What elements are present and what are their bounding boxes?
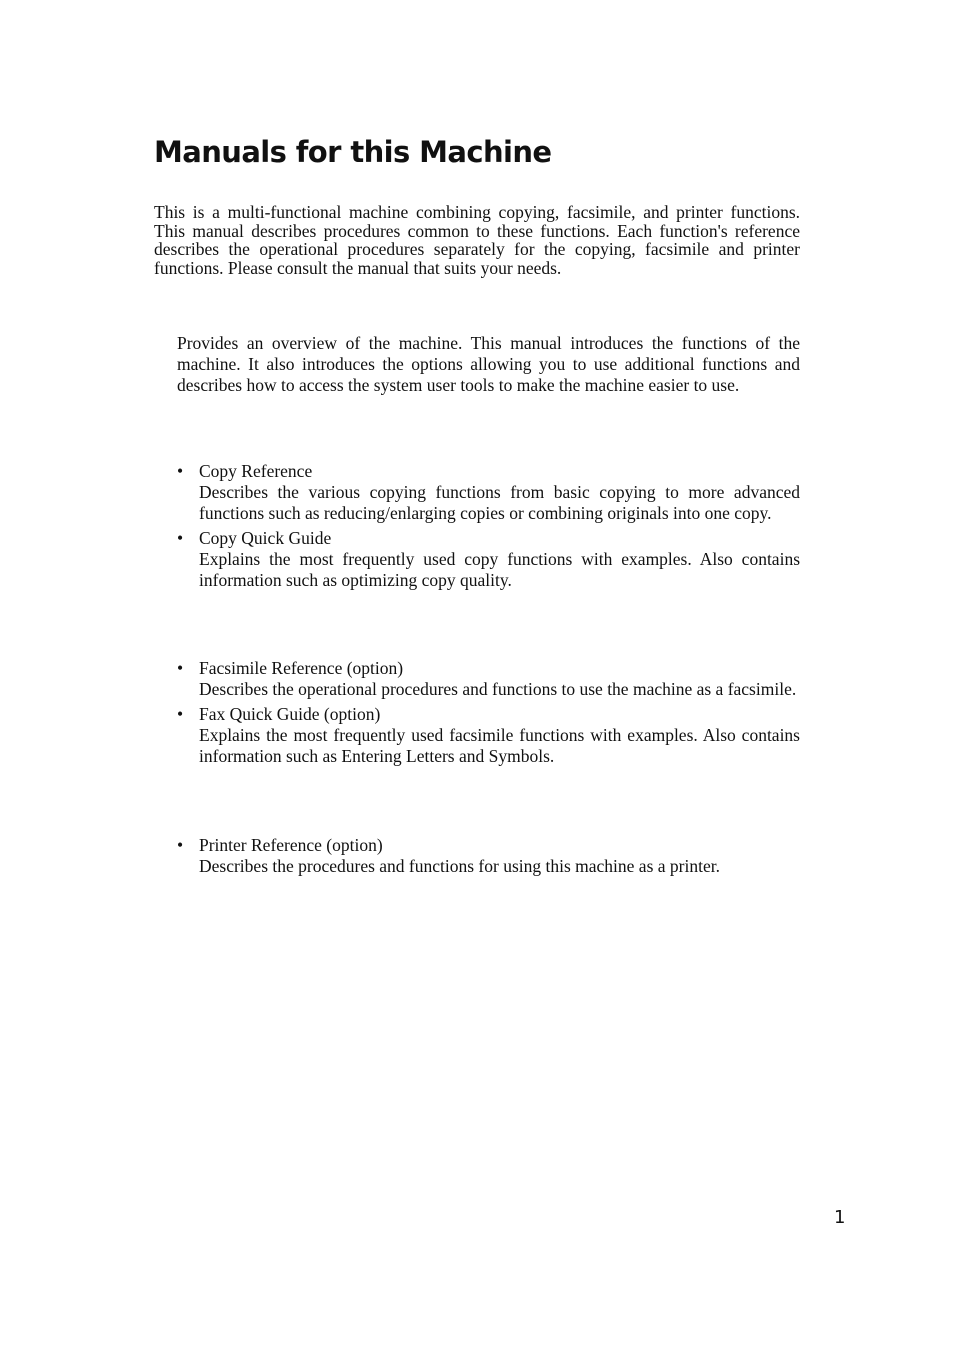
manual-description: Explains the most frequently used copy functions with examples. Also contains information such as optimizing copy quality. bbox=[199, 549, 800, 590]
bullet-icon: • bbox=[177, 658, 184, 678]
list-item bbox=[177, 704, 800, 767]
fax-manuals-list bbox=[177, 658, 800, 771]
list-item bbox=[177, 658, 800, 700]
manual-title: Printer Reference (option) bbox=[199, 835, 383, 855]
list-item bbox=[177, 461, 800, 524]
manual-title: Facsimile Reference (option) bbox=[199, 658, 404, 678]
intro-paragraph: This is a multi-functional machine combining copying, facsimile, and printer functions. This manual describes procedures common to these functions. Each function's reference describes the operational procedures separately for the copying, facsimile and printer functions. Please consult the manual that suits your needs. bbox=[154, 202, 800, 278]
manual-description: Describes the various copying functions from basic copying to more advanced functions such as reducing/enlarging copies or combining originals into one copy. bbox=[199, 482, 800, 523]
general-settings-guide-description: Provides an overview of the machine. This manual introduces the functions of the machine. It also introduces the options allowing you to use additional functions and describes how to access the system user tools to make the machine easier to use. bbox=[177, 333, 800, 395]
copy-manuals-list bbox=[177, 461, 800, 595]
list-item bbox=[177, 528, 800, 591]
bullet-icon: • bbox=[177, 461, 184, 481]
page-number: 1 bbox=[834, 1207, 846, 1228]
printer-manuals-list bbox=[177, 835, 800, 881]
bullet-icon: • bbox=[177, 835, 184, 855]
manual-title: Copy Quick Guide bbox=[199, 528, 332, 548]
list-item bbox=[177, 835, 800, 877]
manual-title: Copy Reference bbox=[199, 461, 313, 481]
bullet-icon: • bbox=[177, 528, 184, 548]
manual-description: Describes the operational procedures and functions to use the machine as a facsimile. bbox=[199, 679, 797, 699]
manual-description: Describes the procedures and functions for using this machine as a printer. bbox=[199, 856, 720, 876]
manual-title: Fax Quick Guide (option) bbox=[199, 704, 381, 724]
manual-description: Explains the most frequently used facsimile functions with examples. Also contains information such as Entering Letters and Symbols. bbox=[199, 725, 800, 766]
page-title: Manuals for this Machine bbox=[154, 135, 552, 169]
bullet-icon: • bbox=[177, 704, 184, 724]
